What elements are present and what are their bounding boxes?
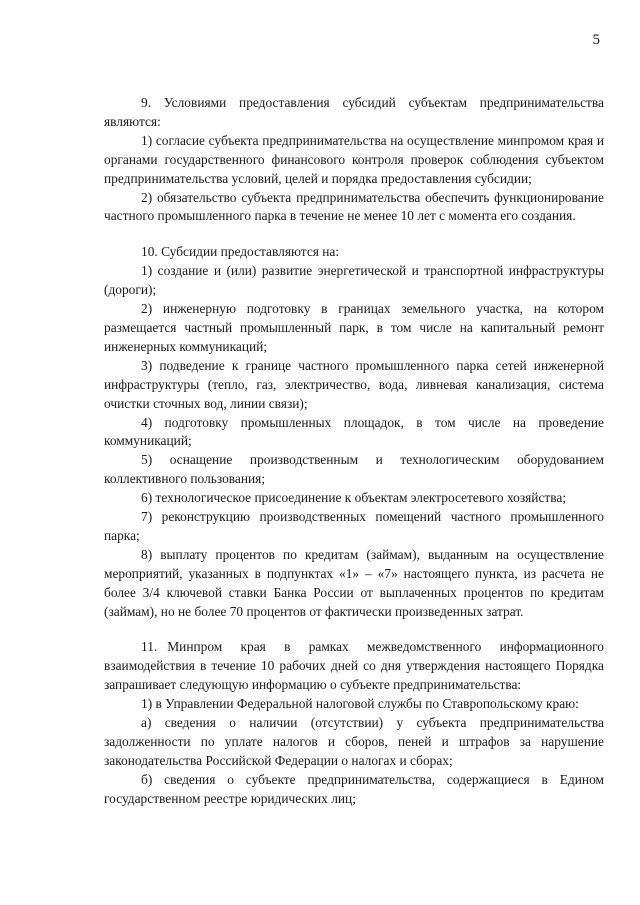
- section-9-intro: 9. Условиями предоставления субсидий субъектам предпринимательства являются:: [104, 95, 604, 129]
- section-10-item-1: 1) создание и (или) развитие энергетической и транспортной инфраструктуры (дороги);: [104, 263, 604, 298]
- section-11-item-b: б) сведения о субъекте предпринимательства, содержащиеся в Едином государственном реестре юридических лиц;: [104, 771, 604, 806]
- section-9-item-1: 1) согласие субъекта предпринимательства на осуществление минпромом края и органами государственного финансового контроля проверок соблюдения субъектом предпринимательства условий, целей и порядка предоставления субсидии;: [104, 132, 604, 186]
- section-spacer: [104, 226, 604, 243]
- section-10-item-6: 6) технологическое присоединение к объектам электросетевого хозяйства;: [141, 490, 567, 506]
- section-spacer: [104, 621, 604, 638]
- section-10-item-8: 8) выплату процентов по кредитам (займам), выданным на осуществление мероприятий, указанных в подпунктах «1» – «7» настоящего пункта, из расчета не более 3/4 ключевой ставки Банка России от выплаченных процентов по кредитам (займам), но не более 70 процентов от фактически произведенных затрат.: [104, 546, 604, 619]
- section-10-item-3: 3) подведение к границе частного промышленного парка сетей инженерной инфраструктуры (тепло, газ, электричество, вода, ливневая канализация, система очистки сточных вод, линии связи);: [104, 357, 604, 411]
- section-11-number: 11.: [141, 639, 158, 655]
- section-11-item-1: 1) в Управлении Федеральной налоговой службы по Ставропольскому краю:: [141, 696, 579, 712]
- section-10-item-5: 5) оснащение производственным и технологическим оборудованием коллективного пользования;: [104, 452, 604, 487]
- section-11-intro-text: Минпром края в рамках межведомственного информационного взаимодействия в течение 10 рабочих дней со дня утверждения настоящего Порядка запрашивает следующую информацию о субъекте предпринимательства:: [104, 639, 604, 693]
- section-10-item-2: 2) инженерную подготовку в границах земельного участка, на котором размещается частный промышленный парк, в том числе на капитальный ремонт инженерных коммуникаций;: [104, 301, 604, 354]
- section-10-item-4: 4) подготовку промышленных площадок, в том числе на проведение коммуникаций;: [104, 414, 604, 449]
- section-9-item-2: 2) обязательство субъекта предпринимательства обеспечить функционирование частного промышленного парка в течение не менее 10 лет с момента его создания.: [104, 189, 604, 224]
- page-number: 5: [592, 32, 600, 48]
- section-10-item-7: 7) реконструкцию производственных помещений частного промышленного парка;: [104, 509, 604, 543]
- section-11-intro: [104, 638, 604, 695]
- section-11-item-a: а) сведения о наличии (отсутствии) у субъекта предпринимательства задолженности по уплате налогов и сборов, пеней и штрафов за нарушение законодательства Российской Федерации о налогах и сборах;: [104, 715, 604, 768]
- section-10-intro: 10. Субсидии предоставляются на:: [141, 244, 340, 260]
- document-body: [104, 94, 604, 809]
